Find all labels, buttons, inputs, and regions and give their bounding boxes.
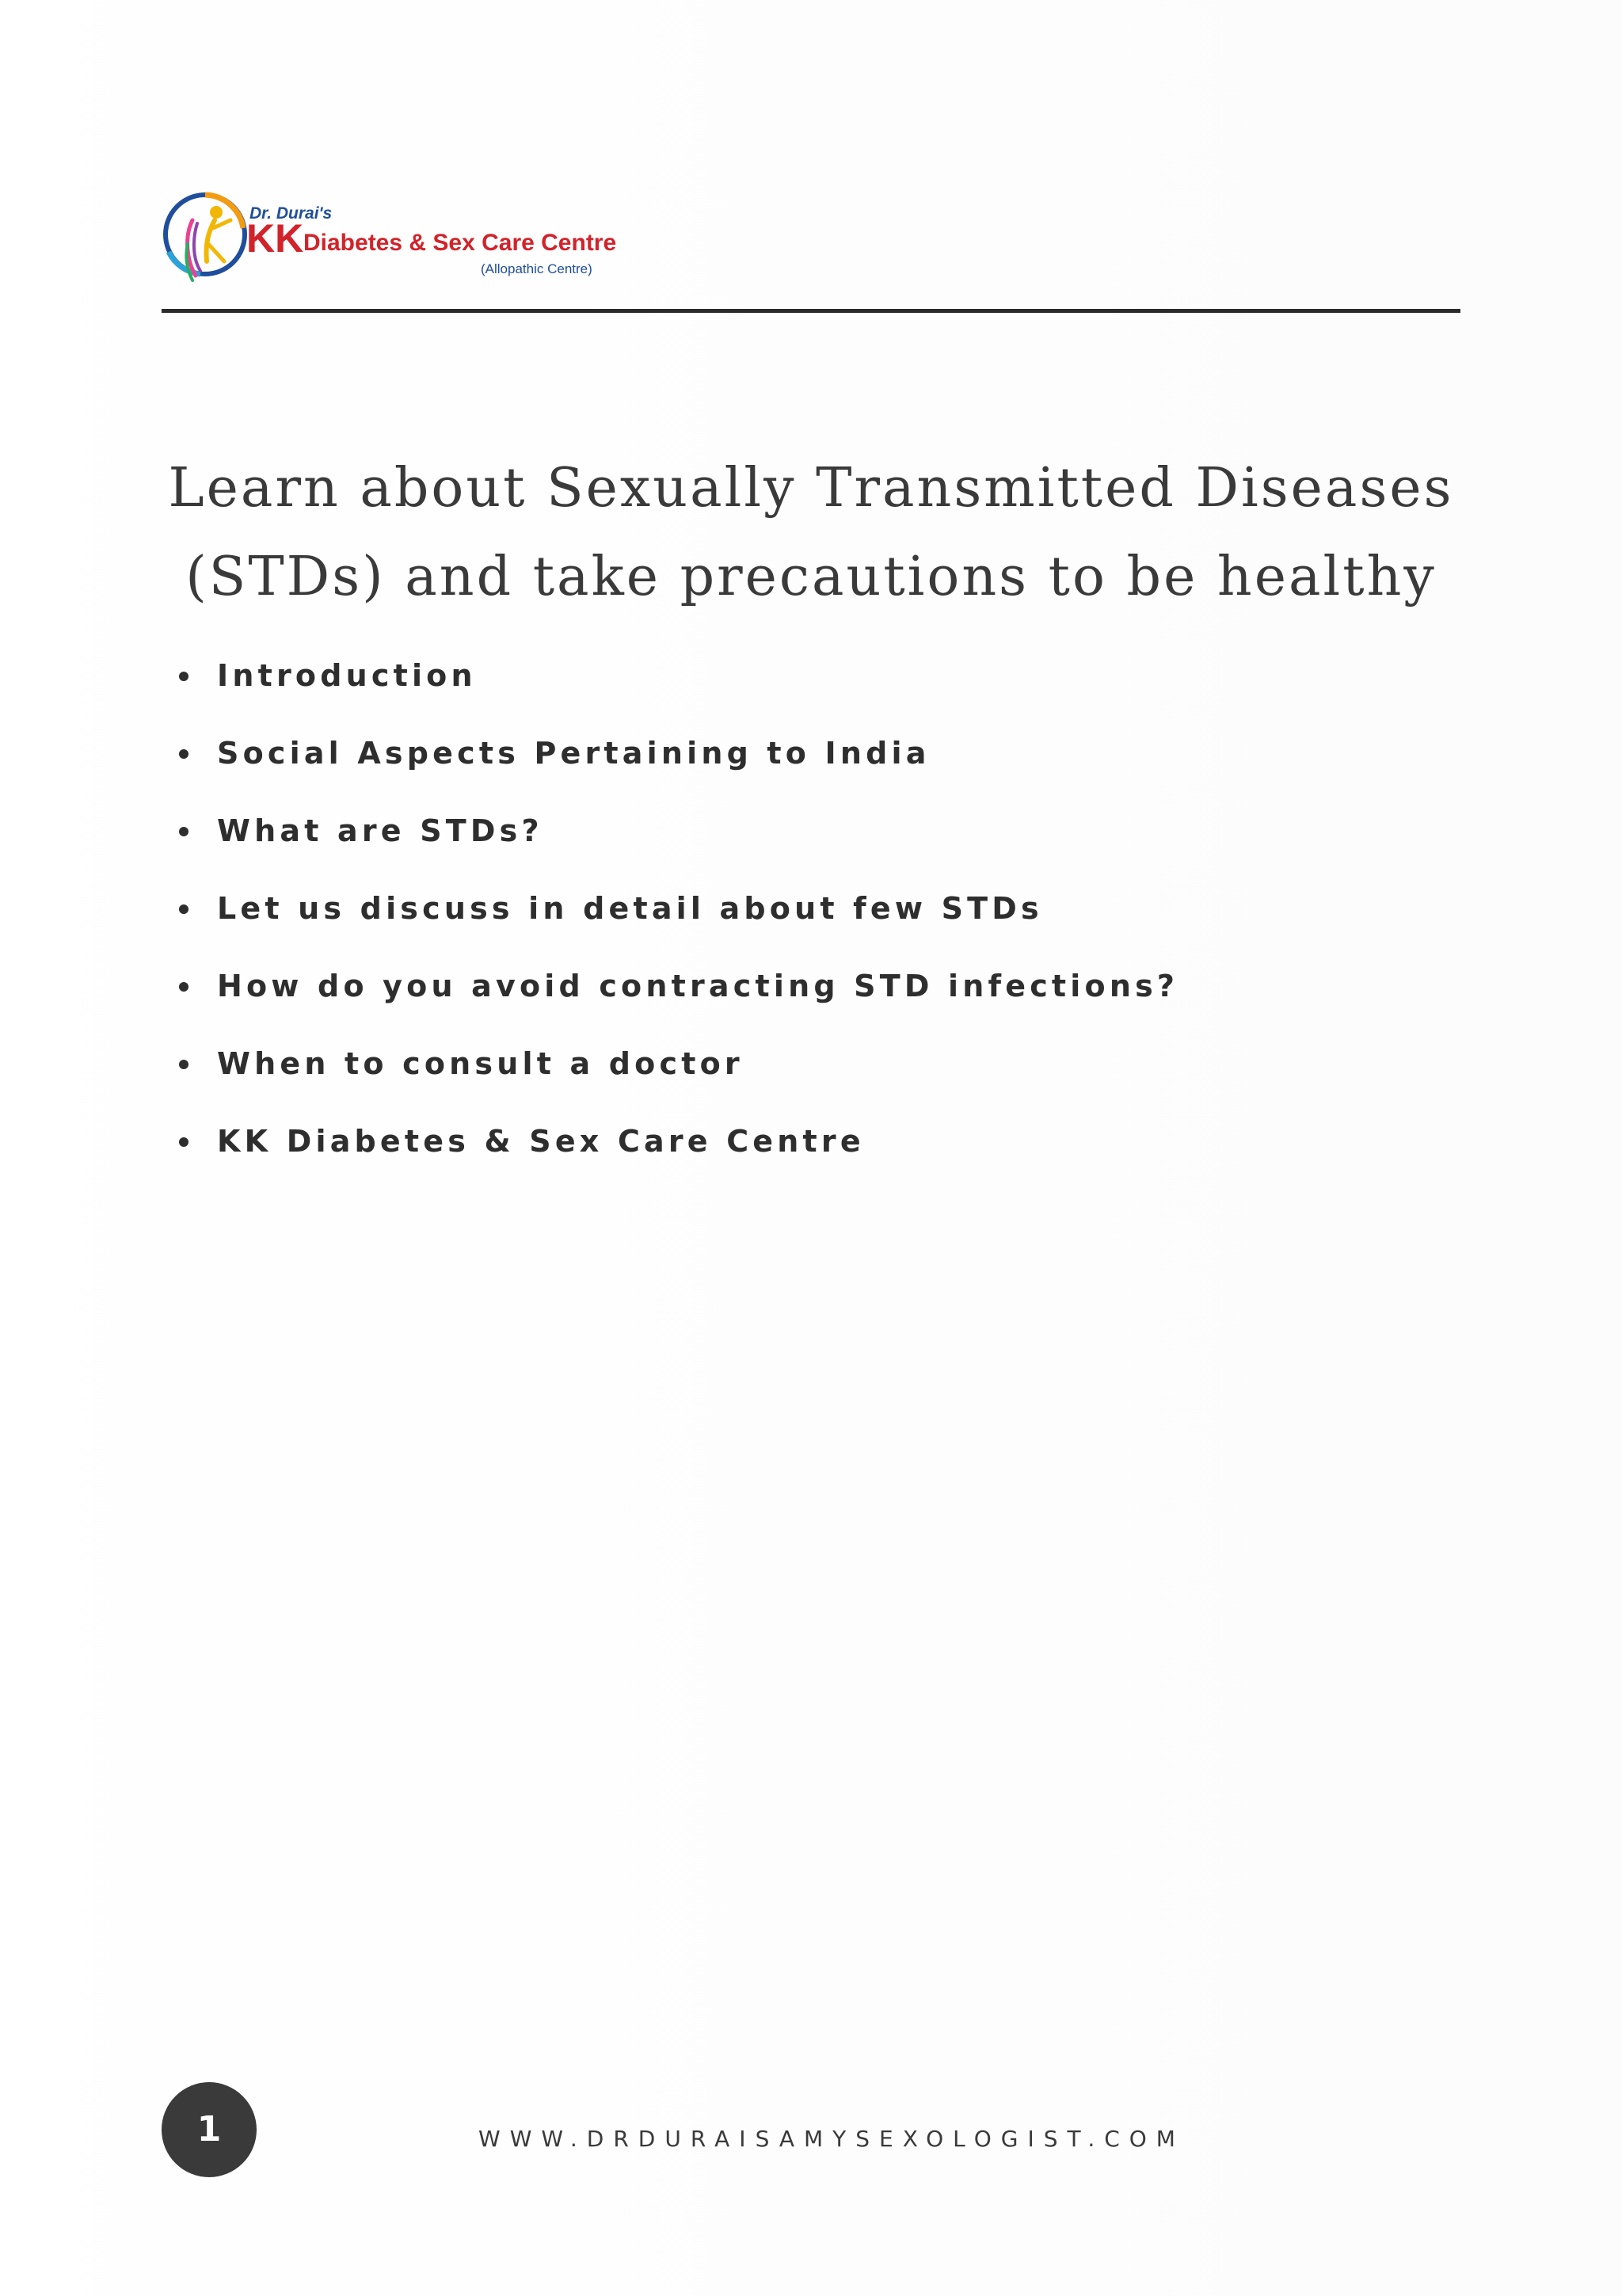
bullet-icon: [179, 982, 188, 992]
header-divider: [162, 309, 1460, 313]
toc-item-label: When to consult a doctor: [217, 1046, 744, 1081]
toc-item: [176, 731, 1178, 809]
toc-item-label: Social Aspects Pertaining to India: [217, 736, 931, 771]
toc-item: [176, 653, 1178, 731]
logo-subtitle: (Allopathic Centre): [481, 261, 592, 276]
bullet-icon: [179, 904, 188, 914]
page-number-badge: 1: [162, 2082, 257, 2177]
clinic-logo: [161, 188, 620, 291]
bullet-icon: [179, 1060, 188, 1069]
toc-item: [176, 1119, 1178, 1197]
bullet-icon: [179, 672, 188, 681]
toc-item-label: Introduction: [217, 658, 477, 693]
bullet-icon: [179, 827, 188, 836]
logo-initials: KK: [246, 216, 304, 261]
toc-item-label: What are STDs?: [217, 813, 543, 848]
toc-item: [176, 886, 1178, 964]
bullet-icon: [179, 1137, 188, 1147]
toc-item-label: KK Diabetes & Sex Care Centre: [217, 1124, 865, 1159]
footer-website: WWW.DRDURAISAMYSEXOLOGIST.COM: [478, 2126, 1185, 2152]
toc-item-label: Let us discuss in detail about few STDs: [217, 891, 1043, 926]
table-of-contents: [176, 653, 1178, 1197]
toc-item: [176, 809, 1178, 886]
clinic-logo-mark-icon: [161, 188, 249, 287]
page-title: Learn about Sexually Transmitted Diseases (STDs) and take precautions to be healthy: [168, 456, 1454, 608]
toc-item-label: How do you avoid contracting STD infections?: [217, 969, 1179, 1003]
logo-prefix: Dr. Durai's: [249, 204, 333, 223]
logo-name: Diabetes & Sex Care Centre: [303, 230, 617, 256]
toc-item: [176, 964, 1178, 1041]
toc-item: [176, 1041, 1178, 1119]
bullet-icon: [179, 749, 188, 759]
